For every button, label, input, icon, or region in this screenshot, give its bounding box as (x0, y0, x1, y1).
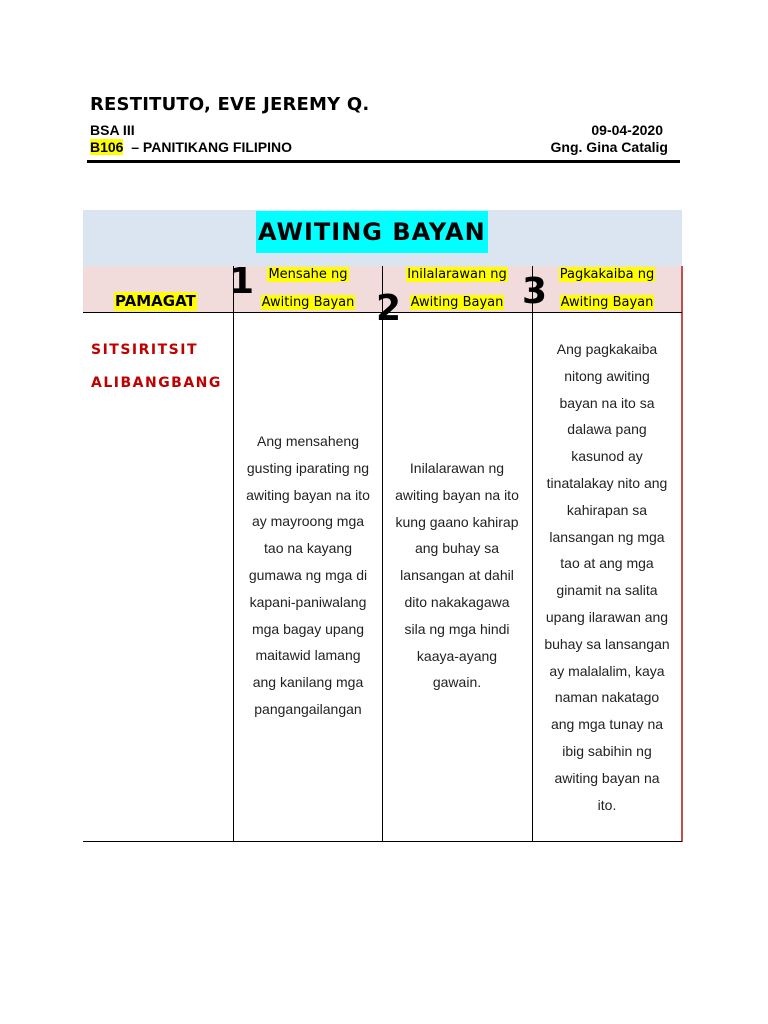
cell-text-line: dalawa pang (567, 421, 647, 438)
column-header-1-line2: Awiting Bayan (261, 295, 355, 310)
subject-title: – PANITIKANG FILIPINO (131, 139, 292, 155)
table-title: AWITING BAYAN (256, 211, 488, 253)
message-cell (235, 428, 381, 723)
song-title-line1: SITSIRITSIT (91, 342, 199, 358)
cell-text-line: gumawa ng mga di (248, 566, 368, 583)
cell-text-line: ito. (597, 796, 617, 813)
cell-text-line: tao na kayang (264, 540, 352, 557)
cell-text-line: buhay sa lansangan (544, 635, 670, 652)
column-header-2-line1: Inilalarawan ng (407, 267, 507, 282)
column-number-3: 3 (522, 271, 548, 312)
column-number-2: 2 (376, 288, 402, 329)
song-title-line2: ALIBANGBANG (91, 375, 222, 391)
column-header-2-line2: Awiting Bayan (410, 295, 504, 310)
section-code: B106 (90, 139, 124, 155)
cell-text-line: Ang mensaheng (257, 433, 359, 449)
column-divider (233, 266, 234, 842)
cell-text-line: kasunod ay (571, 448, 643, 465)
table-right-border (681, 266, 683, 842)
cell-text-line: dito nakakagawa (404, 593, 510, 610)
student-name: RESTITUTO, EVE JEREMY Q. (90, 94, 370, 115)
cell-text-line: tao at ang mga (560, 555, 654, 572)
cell-text-line: Inilalarawan ng (409, 460, 505, 476)
column-header-2 (382, 261, 532, 317)
cell-text-line: Ang pagkakaiba (556, 341, 658, 357)
cell-text-line: ibig sabihin ng (562, 742, 652, 759)
cell-text-line: gusting iparating ng (246, 459, 370, 476)
cell-text-line: maitawid lamang (255, 647, 361, 664)
cell-text-line: bayan na ito sa (559, 394, 655, 411)
cell-text-line: lansangan at dahil (400, 567, 514, 584)
cell-text-line: ang buhay sa (414, 540, 500, 557)
cell-text-line: naman nakatago (554, 689, 660, 706)
cell-text-line: nitong awiting (564, 367, 650, 384)
cell-text-line: ginamit na salita (556, 582, 658, 599)
depiction-cell (384, 455, 530, 696)
header-divider (87, 160, 680, 163)
column-divider (382, 266, 383, 842)
cell-text-line: upang ilarawan ang (545, 608, 669, 625)
pamagat-header: PAMAGAT (115, 292, 196, 310)
column-header-3 (532, 261, 682, 317)
cell-text-line: pangangailangan (254, 700, 362, 717)
column-divider (532, 266, 533, 842)
date-label: 09-04-2020 (591, 122, 663, 138)
table-bottom-border (83, 841, 682, 842)
cell-text-line: ang mga tunay na (550, 716, 664, 733)
teacher-name: Gng. Gina Catalig (550, 139, 668, 155)
difference-cell (534, 336, 680, 818)
cell-text-line: gawain. (432, 674, 482, 691)
cell-text-line: mga bagay upang (251, 620, 365, 637)
cell-text-line: kaaya-ayang (416, 647, 498, 664)
column-number-1: 1 (229, 261, 255, 302)
subject-line (90, 139, 292, 155)
cell-text-line: kahirapan sa (566, 501, 648, 518)
cell-text-line: awiting bayan na ito (246, 486, 370, 503)
cell-text-line: awiting bayan na (554, 769, 660, 786)
cell-text-line: awiting bayan na ito (395, 486, 519, 503)
cell-text-line: tinatalakay nito ang (546, 474, 668, 491)
cell-text-line: ay malalalim, kaya (549, 662, 665, 679)
cell-text-line: ang kanilang mga (252, 674, 364, 691)
column-header-1-line1: Mensahe ng (268, 267, 348, 282)
column-header-3-line2: Awiting Bayan (560, 295, 654, 310)
cell-text-line: lansangan ng mga (549, 528, 665, 545)
course-label: BSA III (90, 122, 135, 138)
column-header-1 (233, 261, 383, 317)
cell-text-line: ay mayroong mga (251, 513, 365, 530)
cell-text-line: kapani-paniwalang (249, 593, 367, 610)
cell-text-line: kung gaano kahirap (395, 513, 519, 530)
column-header-3-line1: Pagkakaiba ng (559, 267, 655, 282)
cell-text-line: sila ng mga hindi (404, 620, 510, 637)
